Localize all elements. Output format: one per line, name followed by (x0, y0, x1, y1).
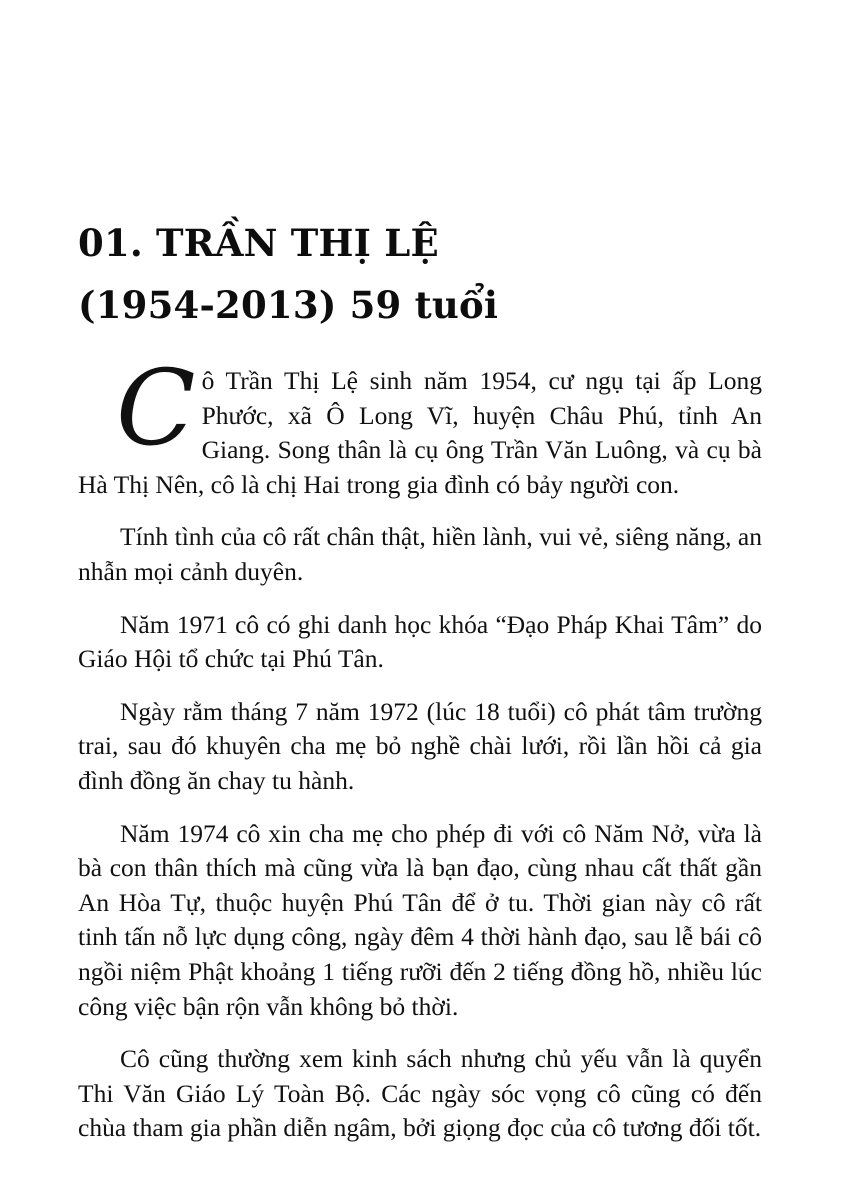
chapter-heading (78, 212, 778, 336)
paragraph-6 (78, 1042, 762, 1146)
paragraph-3 (78, 608, 762, 677)
paragraph-text: Năm 1971 cô có ghi danh học khóa “Đạo Pháp Khai Tâm” do Giáo Hội tổ chức tại Phú Tân. (78, 609, 762, 674)
paragraph-text: Cô cũng thường xem kinh sách nhưng chủ yếu vẫn là quyển Thi Văn Giáo Lý Toàn Bộ. Các ngày sóc vọng cô cũng có đến chùa tham gia phần diễn ngâm, bởi giọng đọc của cô tương đối tốt. (78, 1044, 762, 1143)
paragraph-text: ô Trần Thị Lệ sinh năm 1954, cư ngụ tại ấp Long Phước, xã Ô Long Vĩ, huyện Châu Phú, tỉnh An Giang. Song thân là cụ ông Trần Văn Luông, và cụ bà Hà Thị Nên, cô là chị Hai trong gia đình có bảy người con. (78, 366, 762, 499)
paragraph-4 (78, 695, 762, 799)
heading-name-line: 01. TRẦN THỊ LỆ (78, 221, 439, 265)
paragraph-text: Tính tình của cô rất chân thật, hiền lành, vui vẻ, siêng năng, an nhẫn mọi cảnh duyên. (78, 522, 762, 586)
paragraph-5 (78, 817, 762, 1025)
body-text (78, 347, 762, 1164)
heading-years-line: (1954-2013) 59 tuổi (78, 283, 499, 327)
paragraph-1 (78, 347, 762, 502)
paragraph-2 (78, 520, 762, 589)
paragraph-text: Ngày rằm tháng 7 năm 1972 (lúc 18 tuổi) cô phát tâm trường trai, sau đó khuyên cha mẹ bỏ nghề chài lưới, rồi lần hồi cả gia đình đồng ăn chay tu hành. (78, 696, 762, 795)
drop-cap: C (116, 347, 196, 469)
paragraph-text: Năm 1974 cô xin cha mẹ cho phép đi với cô Năm Nở, vừa là bà con thân thích mà cũng vừa là bạn đạo, cùng nhau cất thất gần An Hòa Tự, thuộc huyện Phú Tân để ở tu. Thời gian này cô rất tinh tấn nỗ lực dụng công, ngày đêm 4 thời hành đạo, sau lễ bái cô ngồi niệm Phật khoảng 1 tiếng rưỡi đến 2 tiếng đồng hồ, nhiều lúc công việc bận rộn vẫn không bỏ thời. (78, 818, 762, 1021)
